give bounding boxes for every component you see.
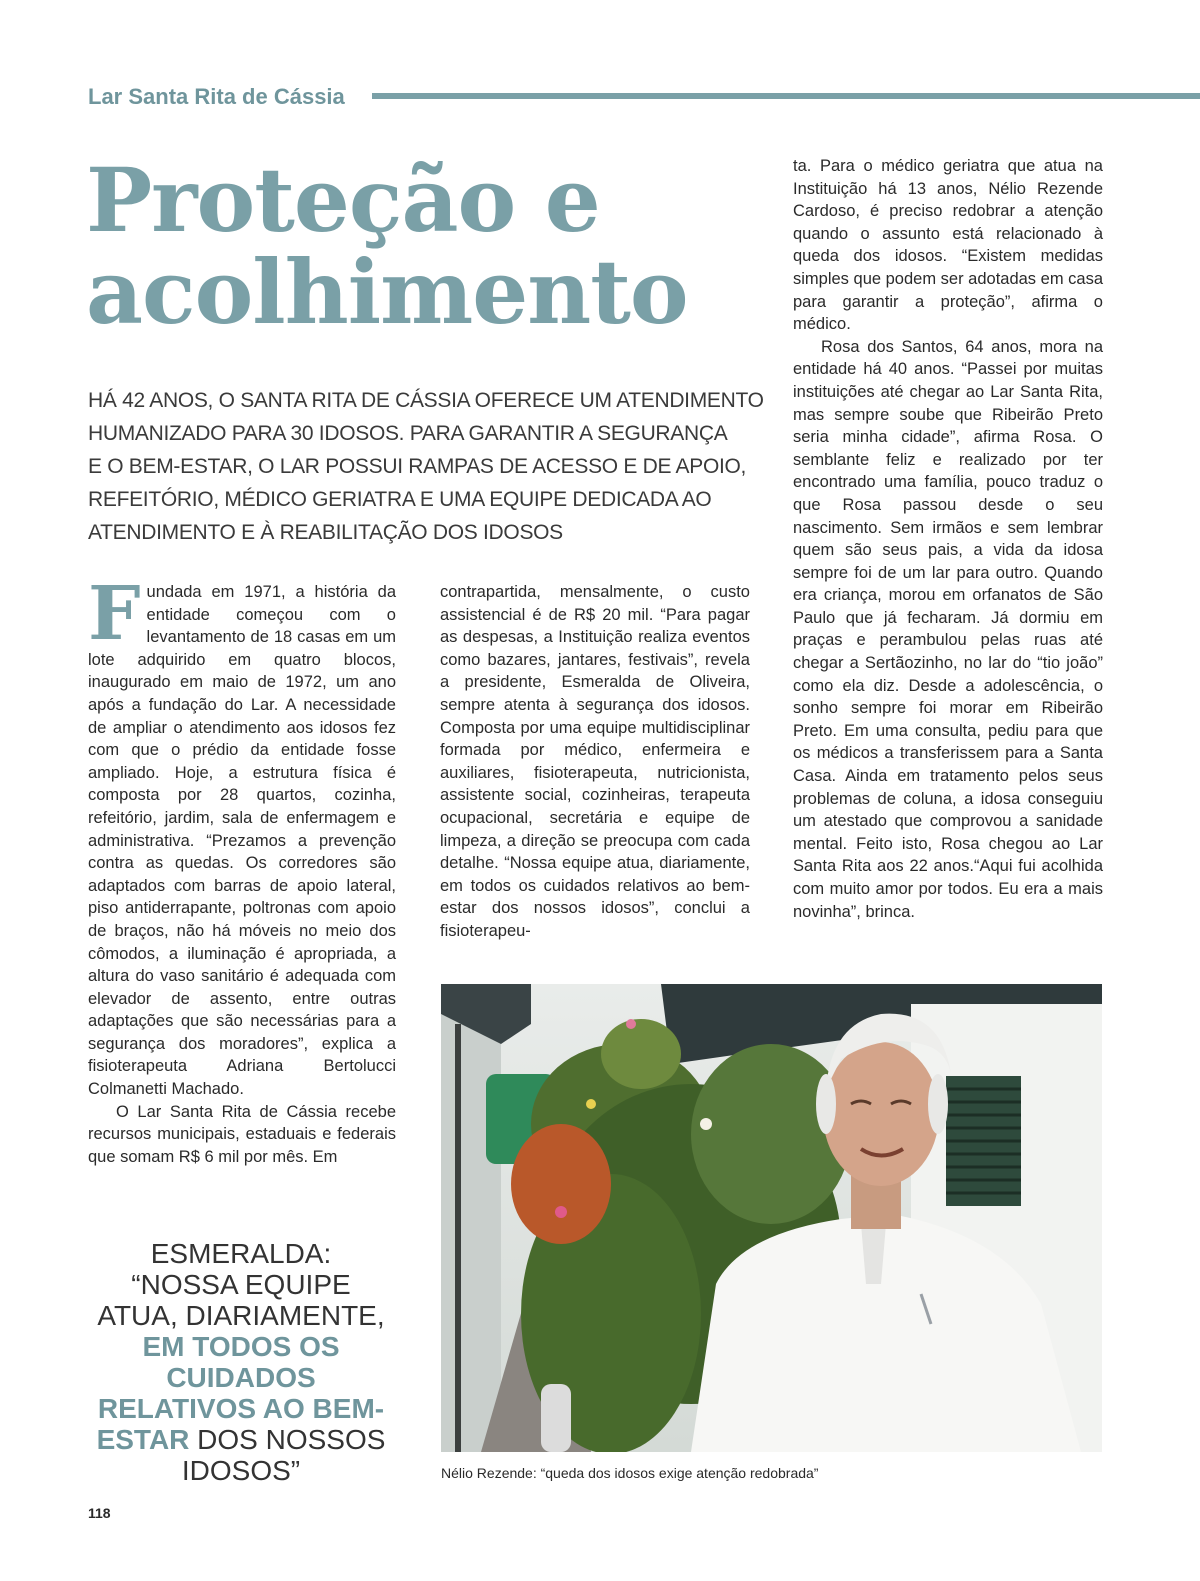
lead-paragraph	[88, 384, 764, 549]
pull-quote-lead: ESMERALDA: “NOSSA EQUIPE ATUA, DIARIAMENTE,	[97, 1238, 385, 1331]
body-paragraph: ta. Para o médico geriatra que atua na Instituição há 13 anos, Nélio Rezende Cardoso, é preciso redobrar a atenção quando o assunto está relacionado à queda dos idosos. “Existem medidas simples que podem ser adotadas em casa para garantir a proteção”, afirma o médico.	[793, 157, 1104, 334]
headline-line-2: acolhimento	[86, 240, 688, 344]
lead-line: HUMANIZADO PARA 30 IDOSOS. PARA GARANTIR A SEGURANÇA	[88, 422, 728, 445]
page-number: 118	[88, 1505, 111, 1521]
body-paragraph: contrapartida, mensalmente, o custo assistencial é de R$ 20 mil. “Para pagar as despesas, a Instituição realiza eventos como bazares, jantares, festivais”, revela a presidente, Esmeralda de Oliveira, sempre atenta à segurança dos idosos. Composta por uma equipe multidisciplinar formada por médico, enfermeira e auxiliares, fisioterapeuta, nutricionista, assistente social, cozinheiras, terapeuta ocupacional, secretária e equipe de limpeza, a direção se preocupa com cada detalhe. “Nossa equipe atua, diariamente, em todos os cuidados relativos ao bem-estar dos nossos idosos”, conclui a fisioterapeu-	[440, 583, 750, 940]
body-column-1	[88, 571, 396, 1168]
pull-quote-highlight: EM TODOS OS CUIDADOS RELATIVOS AO BEM-ESTAR	[96, 1331, 385, 1455]
body-paragraph: O Lar Santa Rita de Cássia recebe recursos municipais, estaduais e federais que somam R$ 6 mil por mês. Em	[88, 1102, 396, 1166]
lead-line: E O BEM-ESTAR, O LAR POSSUI RAMPAS DE ACESSO E DE APOIO,	[88, 455, 747, 478]
body-text: undada em 1971, a história da entidade começou com o levantamento de 18 casas em um lote adquirido em quatro blocos, inaugurado em maio de 1972, um ano após a fundação do Lar. A necessidade de ampliar o atendimento aos idosos fez com que o prédio da entidade fosse ampliado. Hoje, a estrutura física é composta por 28 quartos, cozinha, refeitório, jardim, sala de enfermagem e administrativa. “Prezamos a prevenção contra as quedas. Os corredores são adaptados com barras de apoio lateral, piso antiderrapante, poltronas com apoio de braços, não há móveis no meio dos cômodos, a iluminação é apropriada, a altura do vaso sanitário é adequada com elevador de assento, entre outras adaptações que são necessárias para a segurança dos moradores”, explica a fisioterapeuta Adriana Bertolucci Colmanetti Machado.	[88, 583, 396, 1099]
body-paragraph: Rosa dos Santos, 64 anos, mora na entidade há 40 anos. “Passei por muitas instituições até chegar ao Lar Santa Rita, mas sempre soube que Ribeirão Preto seria minha cidade”, afirma Rosa. O semblante feliz e realizado por ter encontrado uma família, pouco traduz o que Rosa passou desde o seu nascimento. Sem irmãos e sem lembrar quem são seus pais, a vida da idosa sempre foi de um lar para outro. Quando era criança, morou em orfanatos de São Paulo que já fecharam. Já dormiu em praças e perambulou pelas ruas até chegar a Sertãozinho, no lar do “tio joão” como ela diz. Desde a adolescência, o sonho sempre foi morar em Ribeirão Preto. Em uma consulta, pediu para que os médicos a transferissem para a Santa Casa. Ainda em tratamento pelos seus problemas de coluna, a idosa conseguiu um atestado que comprovou a sanidade mental. Feito isto, Rosa chegou ao Lar Santa Rita aos 22 anos.“Aqui fui acolhida com muito amor por todos. Eu era a mais novinha”, brinca.	[793, 337, 1103, 921]
section-rule	[372, 93, 1200, 99]
lead-line: HÁ 42 ANOS, O SANTA RITA DE CÁSSIA OFERECE UM ATENDIMENTO	[88, 389, 764, 412]
headline	[86, 148, 786, 344]
body-column-2	[440, 581, 750, 943]
doctor-photo-illustration	[441, 984, 1102, 1452]
headline-line-1: Proteção e	[86, 148, 600, 252]
pull-quote	[96, 1238, 386, 1486]
photo-caption: Nélio Rezende: “queda dos idosos exige atenção redobrada”	[441, 1465, 819, 1481]
doctor-photo	[441, 984, 1102, 1452]
body-paragraph	[88, 571, 396, 1101]
section-label: Lar Santa Rita de Cássia	[88, 84, 345, 109]
lead-line: REFEITÓRIO, MÉDICO GERIATRA E UMA EQUIPE DEDICADA AO	[88, 488, 712, 511]
lead-line: ATENDIMENTO E À REABILITAÇÃO DOS IDOSOS	[88, 521, 563, 544]
pull-quote-end: DOS NOSSOS IDOSOS”	[181, 1424, 386, 1486]
drop-cap: F	[88, 571, 141, 657]
body-column-3	[793, 155, 1103, 923]
